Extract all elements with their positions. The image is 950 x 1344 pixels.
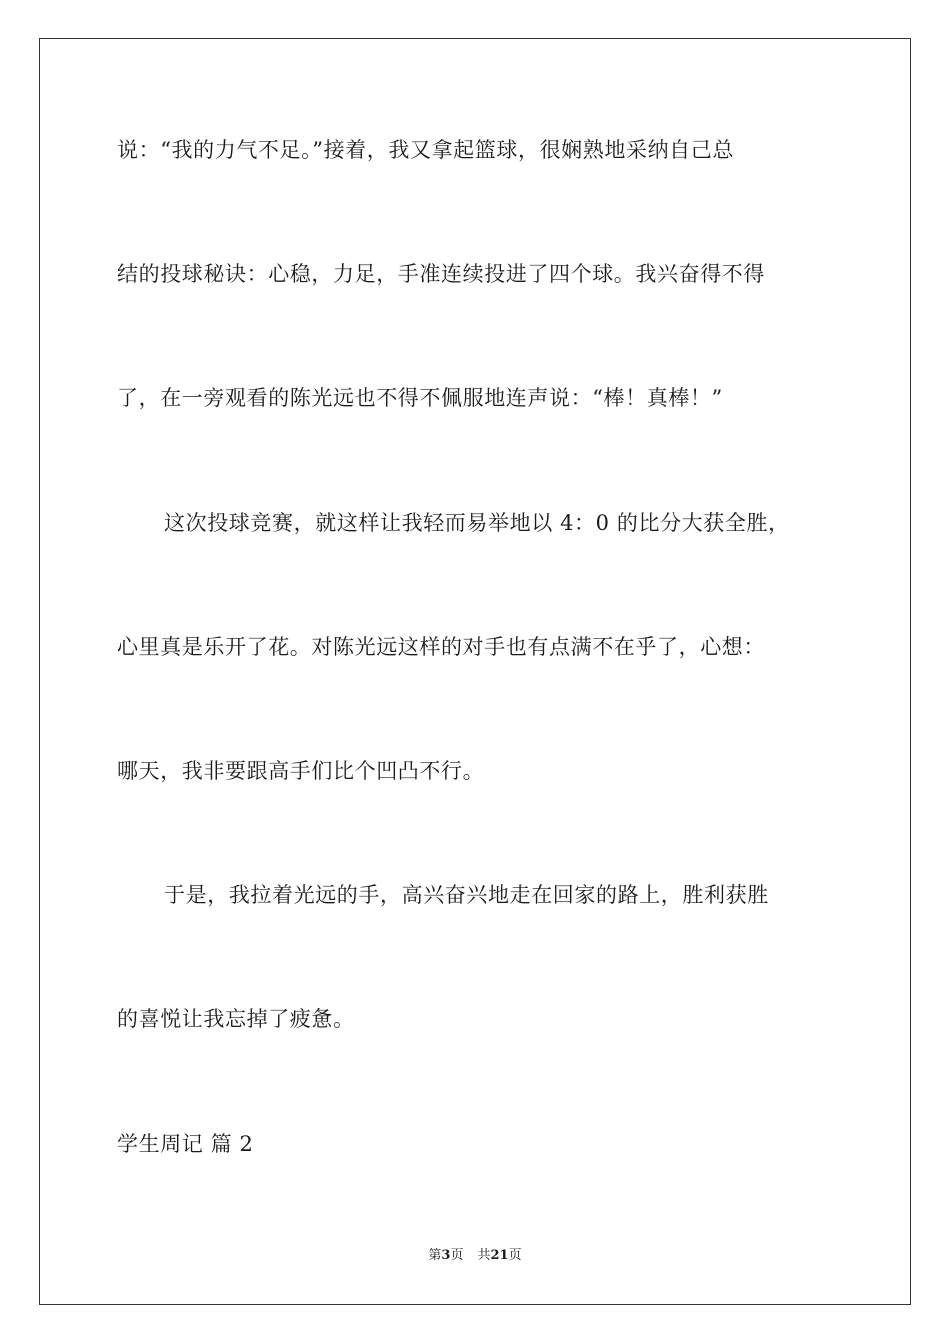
paragraph-line: 哪天，我非要跟高手们比个凹凸不行。 [117, 759, 485, 783]
footer-page-prefix: 第 [428, 1248, 442, 1263]
footer-page-suffix: 页 [450, 1248, 464, 1263]
section-heading: 学生周记 篇 2 [117, 1132, 254, 1156]
footer-total-pages: 21 [490, 1248, 509, 1263]
paragraph-line: 说：“我的力气不足。”接着，我又拿起篮球，很娴熟地采纳自己总 [117, 138, 734, 162]
paragraph-line: 结的投球秘诀：心稳，力足，手准连续投进了四个球。我兴奋得不得 [117, 262, 765, 286]
paragraph-line: 这次投球竞赛，就这样让我轻而易举地以 4：0 的比分大获全胜， [164, 511, 790, 535]
page-footer [0, 1247, 950, 1265]
page-border [39, 38, 911, 1305]
footer-total-suffix: 页 [508, 1248, 522, 1263]
footer-total-prefix: 共 [477, 1248, 491, 1263]
footer-page-number: 3 [441, 1248, 451, 1263]
paragraph-line: 于是，我拉着光远的手，高兴奋兴地走在回家的路上，胜利获胜 [164, 883, 769, 907]
paragraph-line: 的喜悦让我忘掉了疲惫。 [117, 1007, 355, 1031]
paragraph-line: 了，在一旁观看的陈光远也不得不佩服地连声说：“棒！真棒！” [117, 386, 723, 410]
paragraph-line: 心里真是乐开了花。对陈光远这样的对手也有点满不在乎了，心想： [117, 635, 765, 659]
